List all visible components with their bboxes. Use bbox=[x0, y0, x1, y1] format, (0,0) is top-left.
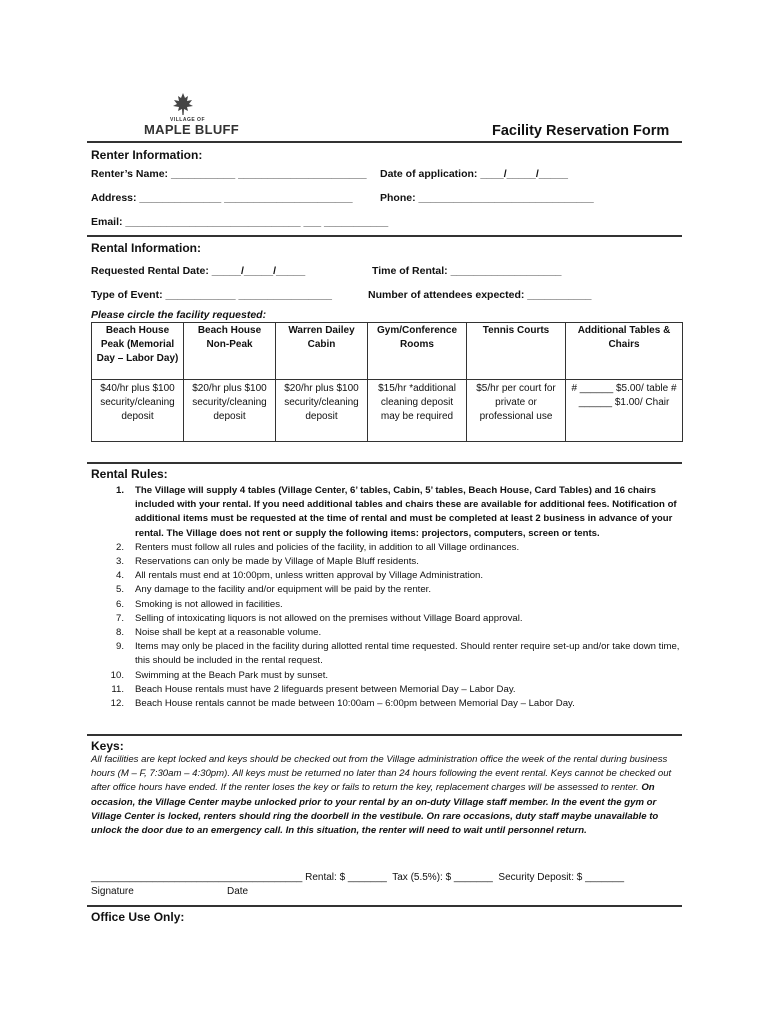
facility-cell[interactable]: Beach House Non-Peak bbox=[184, 323, 276, 380]
rule-item: 9. Items may only be placed in the facility during allotted rental time requested. Should renter require set-up and/or take down time, this should be included in the rental request. bbox=[115, 641, 680, 667]
divider bbox=[87, 734, 682, 736]
attendees-field[interactable]: Number of attendees expected: ___________ bbox=[368, 289, 592, 301]
time-of-rental-field[interactable]: Time of Rental: ___________________ bbox=[372, 265, 562, 277]
office-use-title: Office Use Only: bbox=[91, 910, 185, 924]
rule-item: 12. Beach House rentals cannot be made between 10:00am – 6:00pm between Memorial Day – Labor Day. bbox=[110, 698, 575, 710]
price-cell: $40/hr plus $100 security/cleaning deposit bbox=[92, 380, 184, 442]
rental-section-title: Rental Information: bbox=[91, 241, 201, 255]
phone-field[interactable]: Phone: ______________________________ bbox=[380, 192, 594, 204]
facility-cell[interactable]: Additional Tables & Chairs bbox=[566, 323, 683, 380]
type-of-event-field[interactable]: Type of Event: ____________ ________________ bbox=[91, 289, 332, 301]
keys-italic-text: All facilities are kept locked and keys should be checked out from the Village administration office the week of the rental during business hours (M – F, 7:30am – 4:30pm). All keys must be returned no later than 24 hours following the event rental. Keys cannot be checked out after office hours have ended. If the renter loses the key or fails to return the key, replacement charges will be assessed to renter. bbox=[91, 754, 672, 794]
logo-village-of: VILLAGE OF bbox=[170, 117, 205, 123]
keys-section-title: Keys: bbox=[91, 739, 124, 753]
rule-item: 4. All rentals must end at 10:00pm, unless written approval by Village Administration. bbox=[115, 570, 484, 582]
price-cell: $20/hr plus $100 security/cleaning deposit bbox=[276, 380, 368, 442]
email-field[interactable]: Email: ______________________________ ___ ___________ bbox=[91, 216, 389, 228]
rule-item: 5. Any damage to the facility and/or equipment will be paid by the renter. bbox=[115, 584, 431, 596]
renter-section-title: Renter Information: bbox=[91, 148, 203, 162]
facility-name-row bbox=[92, 323, 683, 380]
facility-cell[interactable]: Beach House Peak (Memorial Day – Labor Day) bbox=[92, 323, 184, 380]
rule-item: 3. Reservations can only be made by Village of Maple Bluff residents. bbox=[115, 556, 419, 568]
rule-item: 7. Selling of intoxicating liquors is not allowed on the premises without Village Board approval. bbox=[115, 612, 523, 624]
rule-item: 1. The Village will supply 4 tables (Village Center, 6’ tables, Cabin, 5’ tables, Beach House, Card Tables) and 16 chairs included with your rental. If you need additional tables and chairs these are available for additional fees. Notification of additional items must be requested at the time of rental and must be completed at least 2 business in advance of your rental. The Village does not rent or supply the following items: projectors, computers, screen or tents. bbox=[115, 485, 677, 539]
circle-facility-prompt: Please circle the facility requested: bbox=[91, 309, 267, 321]
divider bbox=[87, 905, 682, 907]
date-of-application-field[interactable]: Date of application: ____/_____/_____ bbox=[380, 168, 568, 180]
price-cell: $5/hr per court for private or professional use bbox=[467, 380, 566, 442]
facility-table bbox=[91, 322, 683, 442]
address-field[interactable]: Address: ______________ ______________________ bbox=[91, 192, 353, 204]
rule-item: 8. Noise shall be kept at a reasonable volume. bbox=[115, 627, 322, 639]
rules-list bbox=[90, 484, 685, 711]
facility-cell[interactable]: Gym/Conference Rooms bbox=[368, 323, 467, 380]
requested-rental-date-field[interactable]: Requested Rental Date: _____/_____/_____ bbox=[91, 265, 306, 277]
signature-label: Signature bbox=[91, 886, 134, 897]
divider bbox=[87, 462, 682, 464]
facility-price-row bbox=[92, 380, 683, 442]
divider bbox=[87, 235, 682, 237]
date-label: Date bbox=[227, 886, 249, 897]
facility-cell[interactable]: Tennis Courts bbox=[467, 323, 566, 380]
price-cell: # ______ $5.00/ table # ______ $1.00/ Chair bbox=[566, 380, 683, 442]
signature-fee-line[interactable]: ______________________________________ Rental: $ _______ Tax (5.5%): $ _______ Security Deposit: $ _______ bbox=[91, 872, 625, 883]
rule-item: 2. Renters must follow all rules and policies of the facility, in addition to all Village ordinances. bbox=[115, 541, 520, 553]
keys-paragraph bbox=[91, 753, 687, 838]
facility-cell[interactable]: Warren Dailey Cabin bbox=[276, 323, 368, 380]
maple-leaf-logo-icon bbox=[171, 92, 195, 116]
keys-bold-text: On occasion, the Village Center maybe unlocked prior to your rental by an on-duty Village staff member. In the event the gym or Village Center is locked, renters should ring the doorbell in the vestibule. On rare occasions, duty staff maybe unavailable to unlock the door due to an emergency call. In this situation, the renter will need to wait until personnel return. bbox=[91, 782, 659, 837]
rule-item: 10. Swimming at the Beach Park must by sunset. bbox=[110, 669, 329, 681]
renter-name-field[interactable]: Renter’s Name: ___________ ______________________ bbox=[91, 168, 367, 180]
divider bbox=[87, 141, 682, 143]
rule-item: 6. Smoking is not allowed in facilities. bbox=[115, 598, 283, 610]
rules-section-title: Rental Rules: bbox=[91, 467, 168, 481]
logo-maple-bluff: MAPLE BLUFF bbox=[144, 122, 240, 137]
price-cell: $15/hr *additional cleaning deposit may be required bbox=[368, 380, 467, 442]
form-title: Facility Reservation Form bbox=[492, 123, 670, 139]
rule-item: 11. Beach House rentals must have 2 lifeguards present between Memorial Day – Labor Day. bbox=[111, 683, 516, 695]
price-cell: $20/hr plus $100 security/cleaning deposit bbox=[184, 380, 276, 442]
